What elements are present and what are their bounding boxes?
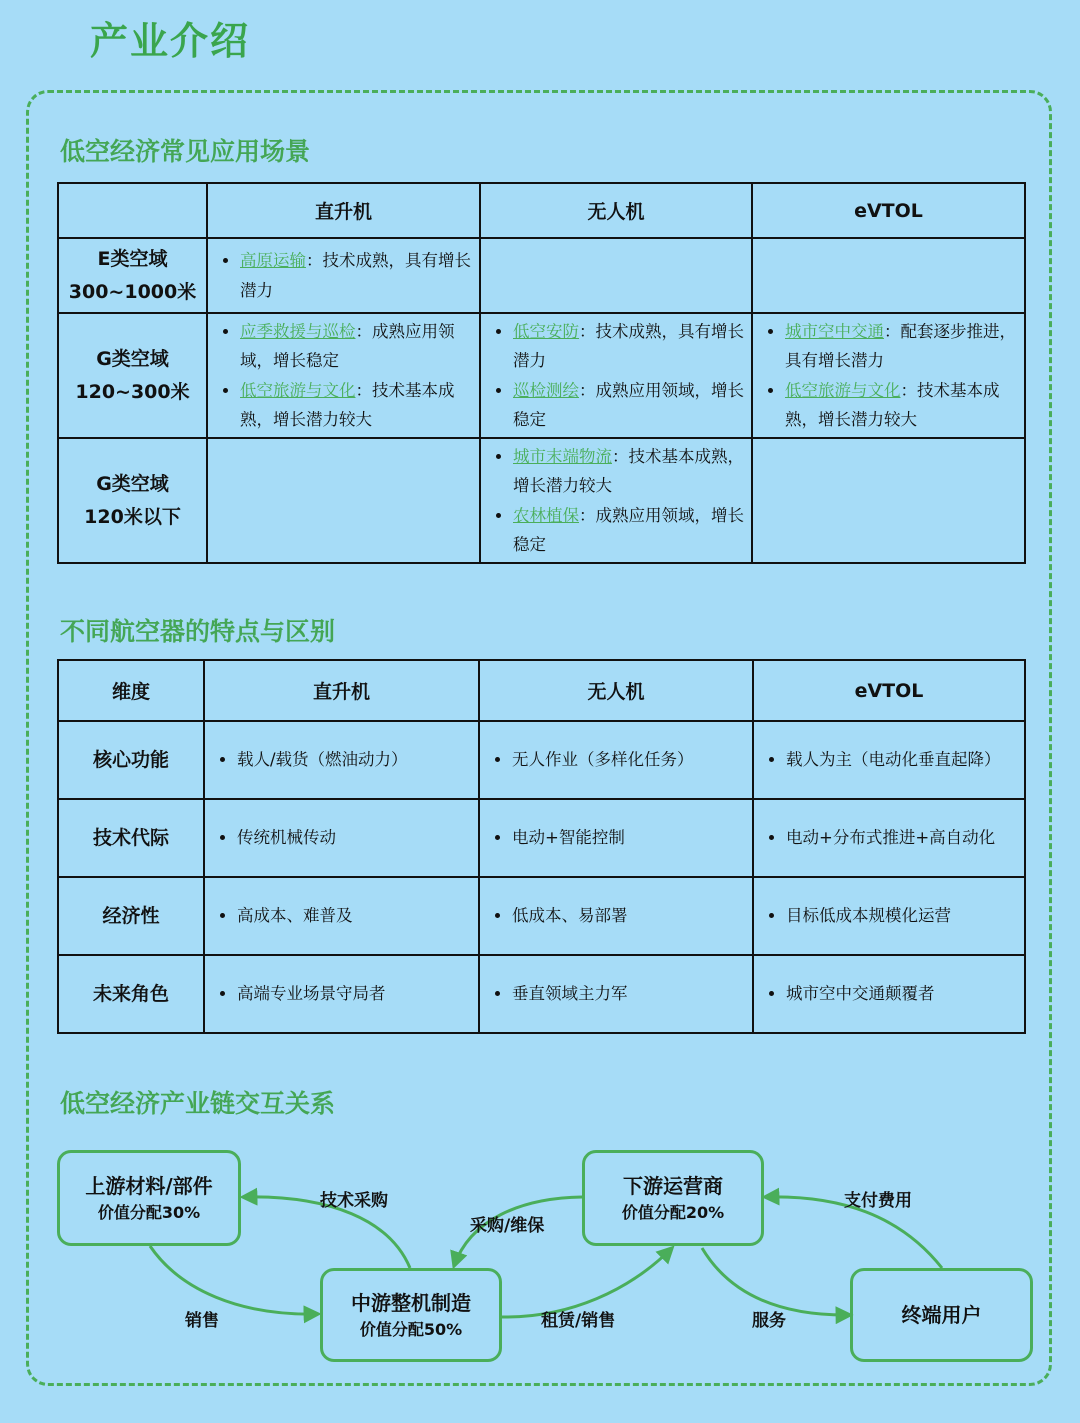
scenarios-section-title: 低空经济常见应用场景 [60,137,311,166]
dimension-label: 未来角色 [58,955,204,1033]
cell-drone: • 电动+智能控制 [479,799,753,877]
cell-heli: • 载人/载货（燃油动力） [204,721,479,799]
cell-evtol: • 目标低成本规模化运营 [753,877,1025,955]
cell-heli: • 高成本、难普及 [204,877,479,955]
scenario-link[interactable]: 城市末端物流 [513,446,612,466]
scenario-link[interactable]: 高原运输 [240,251,306,270]
scenarios-header-drone: 无人机 [480,183,752,238]
row-label-e-class: E类空域 300~1000米 [58,238,207,313]
cell-evtol: • 城市空中交通颠覆者 [753,955,1025,1033]
compare-header-evtol: eVTOL [753,660,1025,721]
compare-section-title: 不同航空器的特点与区别 [60,617,336,646]
scenarios-header-evtol: eVTOL [752,183,1025,238]
cell-heli: • 传统机械传动 [204,799,479,877]
edge-label-procure-maintain: 采购/维保 [470,1216,545,1236]
compare-header-dimension: 维度 [58,660,204,721]
edge-sales [150,1246,318,1314]
upstream-node: 上游材料/部件 价值分配30% [57,1150,241,1246]
scenario-description: ：成熟应用领域，增长稳定 [513,380,744,429]
scenario-description: ：成熟应用领域，增长稳定 [513,505,744,554]
scenario-link[interactable]: 应季救援与巡检 [240,321,356,341]
edge-service [702,1248,850,1315]
end-user-node: 终端用户 [850,1268,1033,1362]
edge-label-lease-sales: 租赁/销售 [541,1311,616,1331]
cell-evtol: • 载人为主（电动化垂直起降） [753,721,1025,799]
dimension-label: 技术代际 [58,799,204,877]
page-title: 产业介绍 [90,19,251,63]
compare-header-drone: 无人机 [479,660,753,721]
scenario-description: ：成熟应用领域，增长稳定 [240,321,455,370]
scenario-description: ：技术基本成熟，增长潜力较大 [513,446,744,495]
cell-evtol: • 电动+分布式推进+高自动化 [753,799,1025,877]
cell-heli: • 高端专业场景守局者 [204,955,479,1033]
edge-label-payment: 支付费用 [844,1191,912,1211]
dimension-label: 核心功能 [58,721,204,799]
edge-label-service: 服务 [752,1311,786,1331]
edge-label-tech-purchase: 技术采购 [320,1191,388,1211]
scenario-link[interactable]: 农林植保 [513,505,579,525]
scenarios-header-heli: 直升机 [207,183,480,238]
scenario-description: ：技术基本成熟，增长潜力较大 [785,380,1000,429]
cell-drone: • 垂直领域主力军 [479,955,753,1033]
scenario-description: ：技术成熟，具有增长潜力 [240,251,471,300]
cell-drone: • 无人作业（多样化任务） [479,721,753,799]
row-label-g-class-120-300: G类空域 120~300米 [58,313,207,438]
scenario-link[interactable]: 城市空中交通 [785,321,884,341]
downstream-node: 下游运营商 价值分配20% [582,1150,764,1246]
edge-label-sales: 销售 [185,1311,219,1331]
dimension-label: 经济性 [58,877,204,955]
scenario-link[interactable]: 巡检测绘 [513,380,579,400]
row-label-g-class-below-120: G类空域 120米以下 [58,438,207,563]
scenario-description: ：技术成熟，具有增长潜力 [513,321,744,370]
scenario-link[interactable]: 低空旅游与文化 [240,380,356,400]
scenario-description: ：技术基本成熟，增长潜力较大 [240,380,455,429]
cell-drone: • 低成本、易部署 [479,877,753,955]
scenario-description: ：配套逐步推进，具有增长潜力 [785,321,1016,370]
midstream-node: 中游整机制造 价值分配50% [320,1268,502,1362]
scenario-link[interactable]: 低空安防 [513,321,579,341]
compare-header-heli: 直升机 [204,660,479,721]
scenario-link[interactable]: 低空旅游与文化 [785,380,901,400]
chain-section-title: 低空经济产业链交互关系 [60,1089,336,1118]
